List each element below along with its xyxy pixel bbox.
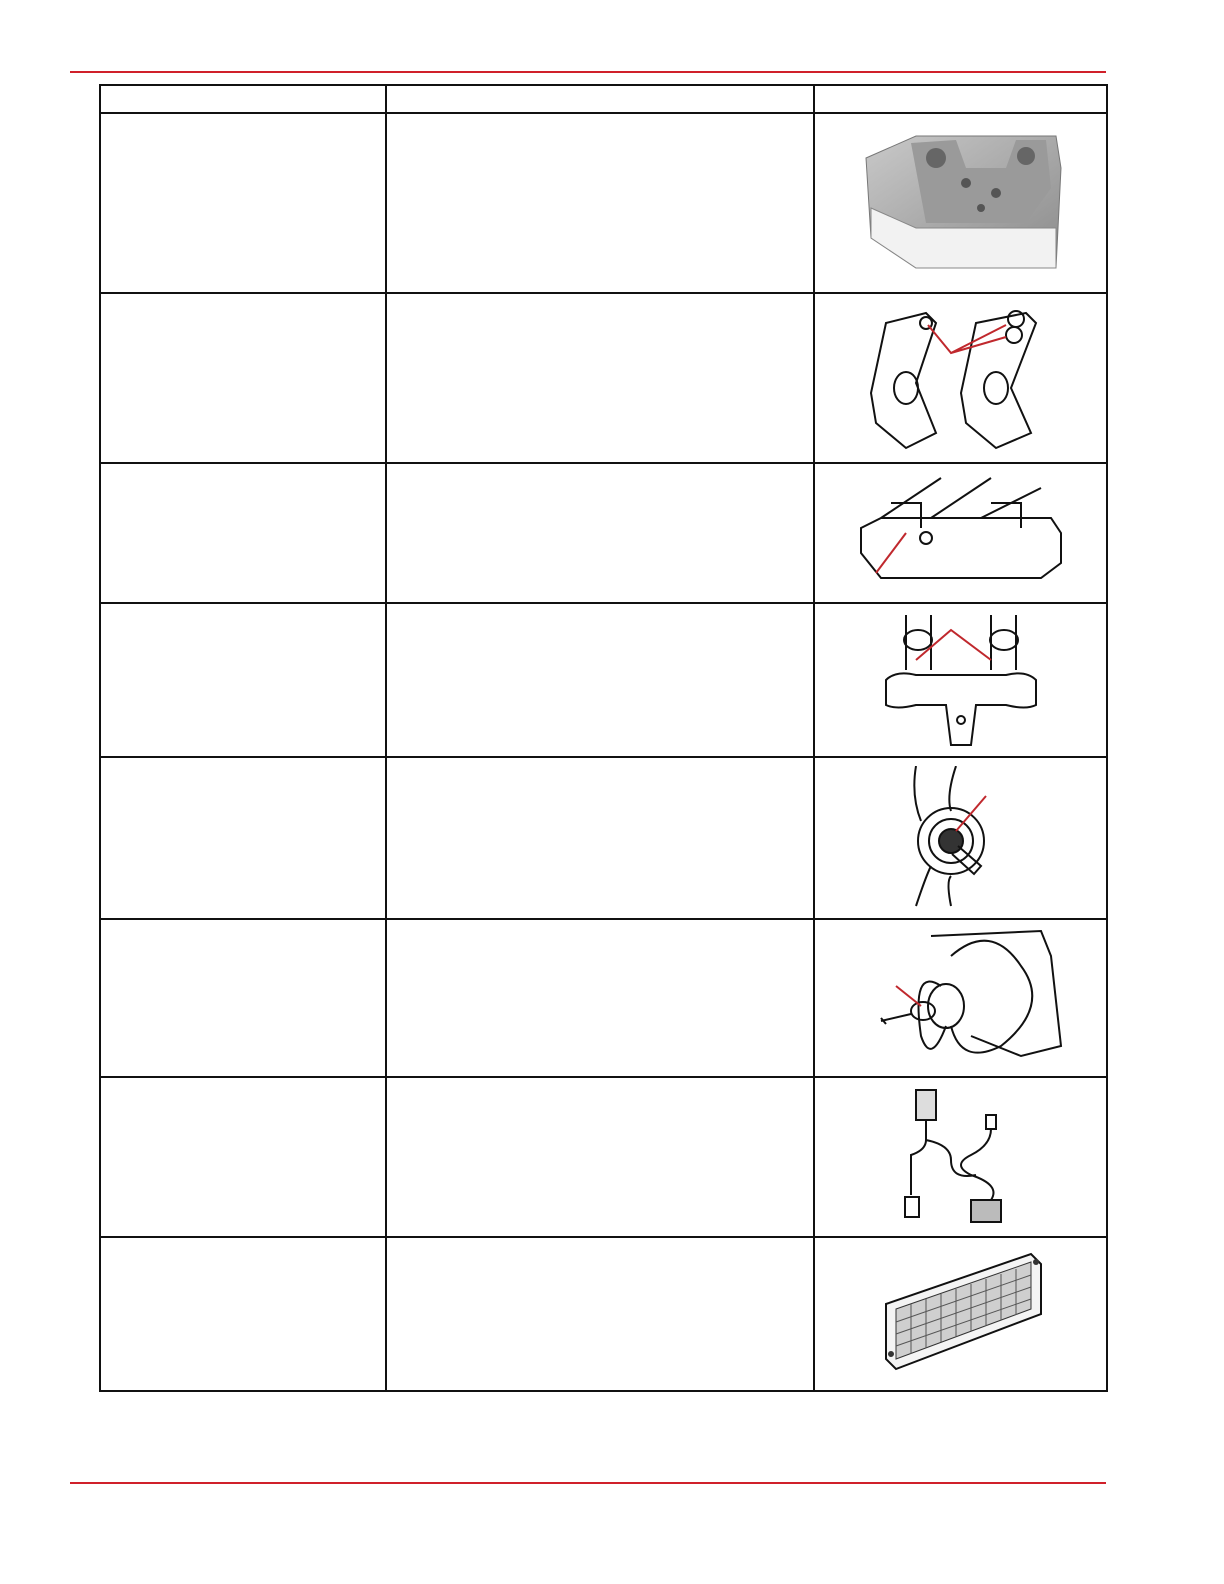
part-image-cell: [814, 757, 1107, 919]
table-row: [100, 1077, 1107, 1237]
part-name-cell: [100, 1237, 386, 1391]
connector-grid-block-illustration: [876, 1244, 1046, 1384]
table-row: [100, 919, 1107, 1077]
part-description-cell: [386, 603, 814, 757]
part-name-cell: [100, 463, 386, 603]
table-row: [100, 463, 1107, 603]
part-description-cell: [386, 919, 814, 1077]
part-name-cell: [100, 293, 386, 463]
part-image-cell: [814, 1077, 1107, 1237]
table-row: [100, 757, 1107, 919]
footer-rule: [70, 1482, 1106, 1484]
part-name-cell: [100, 757, 386, 919]
part-description-cell: [386, 1077, 814, 1237]
part-description-cell: [386, 757, 814, 919]
part-description-cell: [386, 293, 814, 463]
part-description-cell: [386, 113, 814, 293]
engine-mount-block-illustration: [856, 128, 1066, 278]
propeller-nose-cone-illustration: [851, 926, 1071, 1071]
part-image-cell: [814, 919, 1107, 1077]
table-header-row: [100, 85, 1107, 113]
mounting-plate-illustration: [851, 473, 1071, 593]
part-name-cell: [100, 113, 386, 293]
table-row: [100, 603, 1107, 757]
header-rule: [70, 71, 1106, 73]
table-row: [100, 1237, 1107, 1391]
part-image-cell: [814, 1237, 1107, 1391]
wiring-harness-sensor-illustration: [891, 1085, 1031, 1230]
propeller-shaft-seal-illustration: [896, 766, 1026, 911]
column-header: [814, 85, 1107, 113]
column-header: [386, 85, 814, 113]
part-name-cell: [100, 603, 386, 757]
table-row: [100, 293, 1107, 463]
part-name-cell: [100, 1077, 386, 1237]
part-image-cell: [814, 293, 1107, 463]
part-image-cell: [814, 113, 1107, 293]
table-row: [100, 113, 1107, 293]
parts-table: [99, 84, 1108, 1392]
column-header: [100, 85, 386, 113]
part-description-cell: [386, 463, 814, 603]
part-name-cell: [100, 919, 386, 1077]
part-image-cell: [814, 463, 1107, 603]
part-image-cell: [814, 603, 1107, 757]
part-description-cell: [386, 1237, 814, 1391]
twin-gearcase-top-illustration: [856, 303, 1066, 453]
gearcase-front-view-illustration: [876, 610, 1046, 750]
